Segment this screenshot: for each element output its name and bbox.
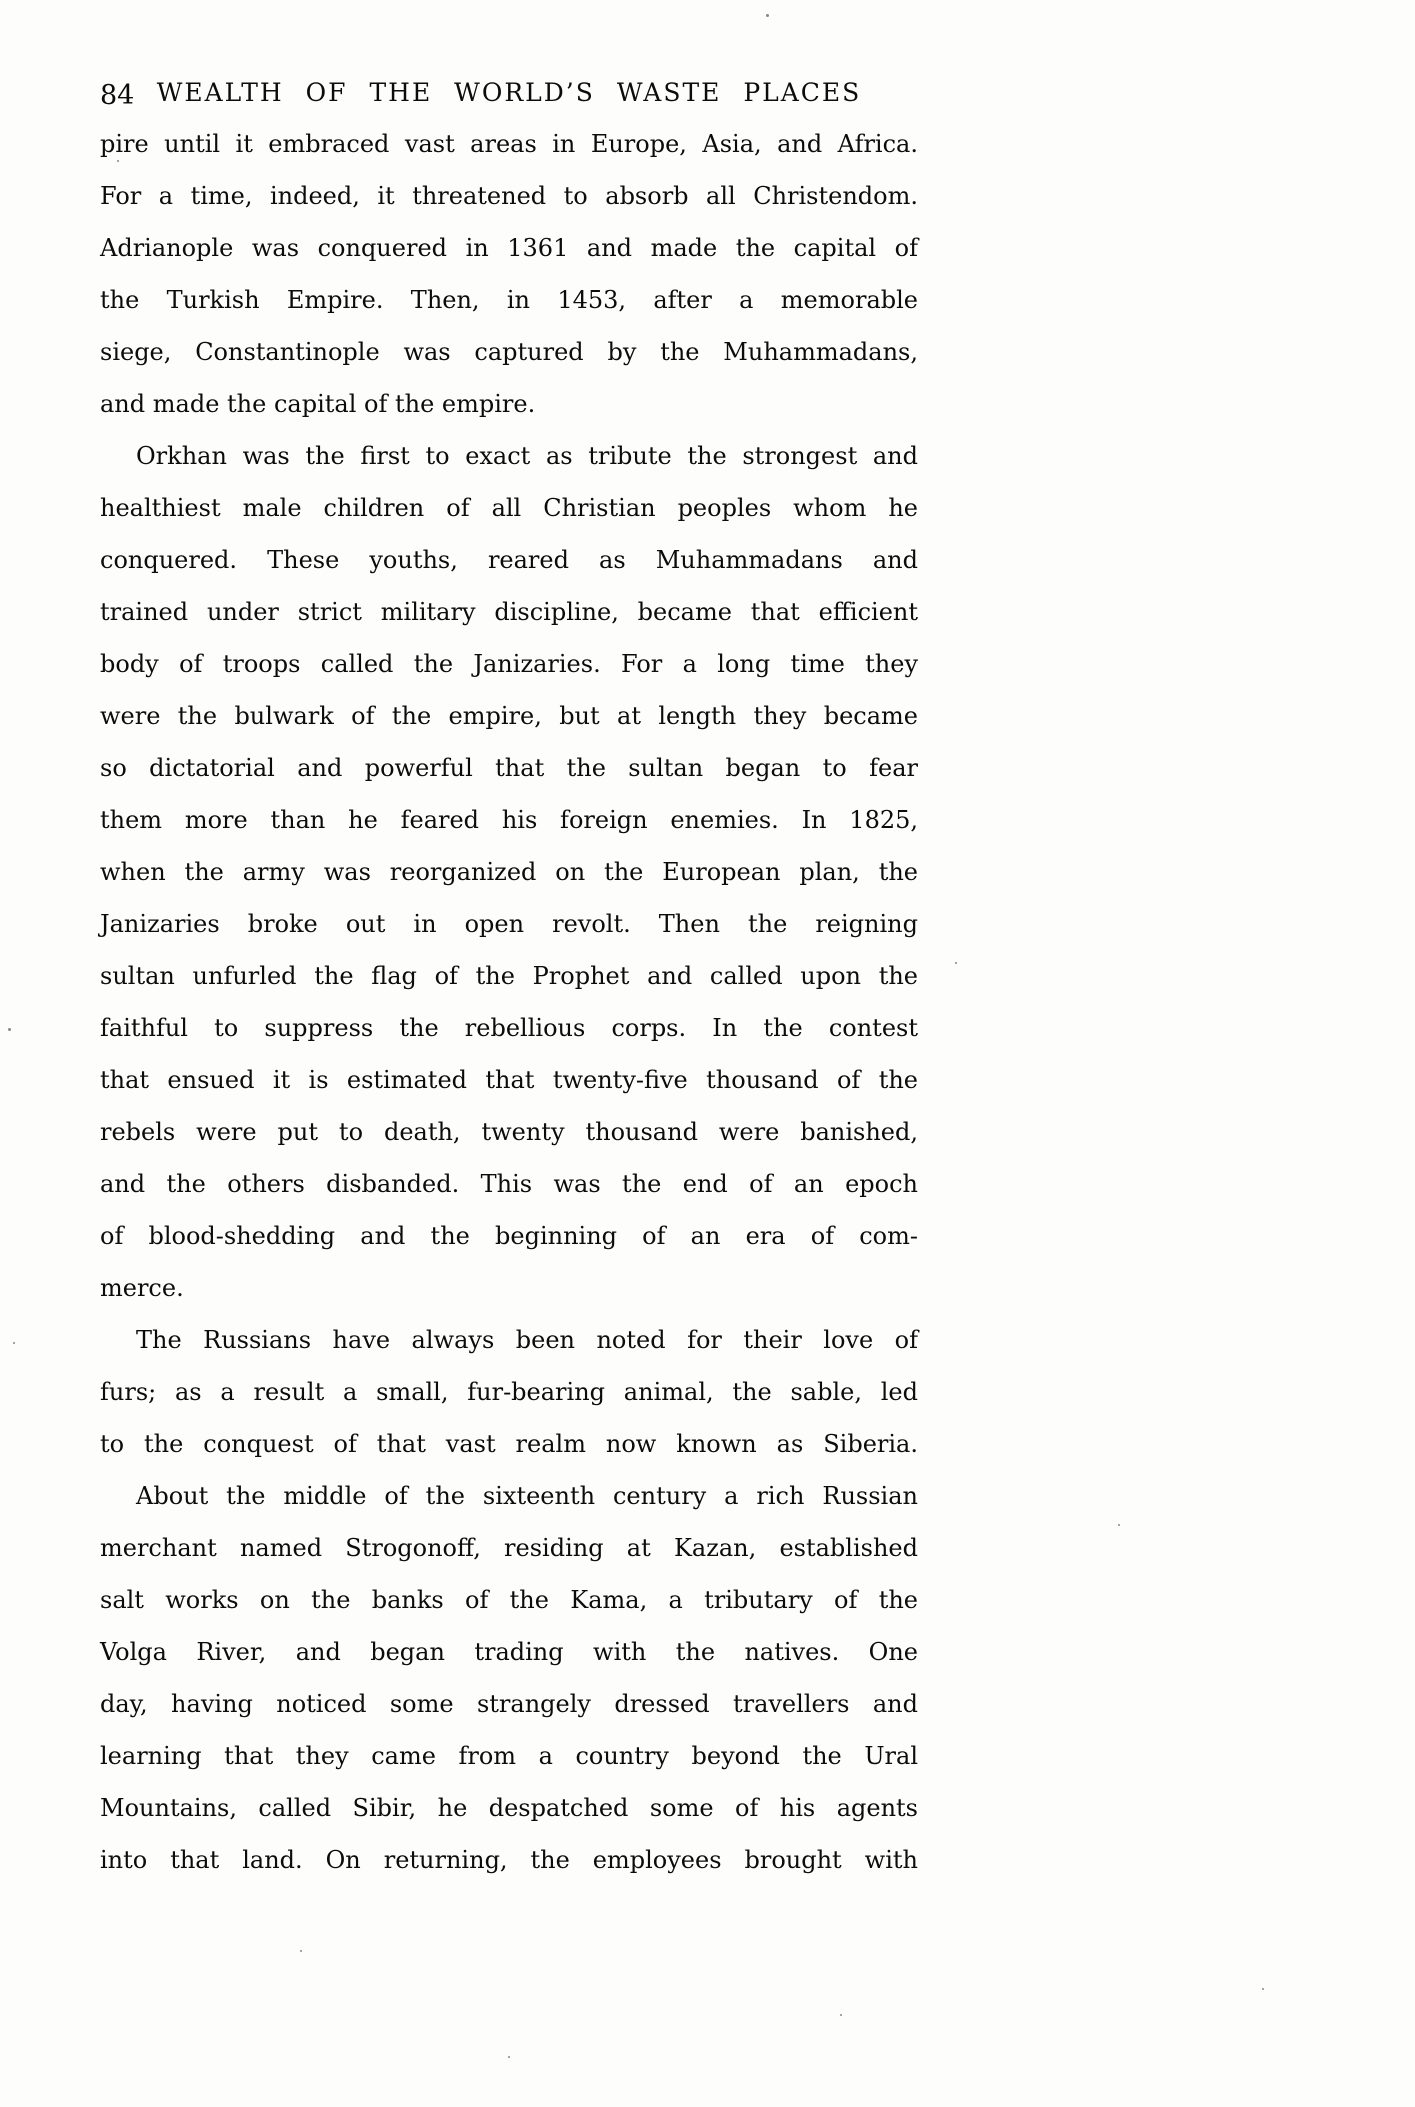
text-line: were the bulwark of the empire, but at length they became (100, 702, 918, 730)
text-line: About the middle of the sixteenth century a rich Russian (136, 1482, 918, 1510)
text-line: siege, Constantinople was captured by the Muhammadans, (100, 338, 918, 366)
text-line: body of troops called the Janizaries. For a long time they (100, 650, 918, 678)
scan-speck (508, 2056, 510, 2058)
paragraph (100, 1470, 918, 1886)
text-line: pire until it embraced vast areas in Europe, Asia, and Africa. (100, 130, 918, 158)
text-line: and made the capital of the empire. (100, 390, 536, 418)
text-line: healthiest male children of all Christian peoples whom he (100, 494, 918, 522)
scan-speck (1118, 1524, 1120, 1526)
body-text (100, 118, 918, 1886)
paragraph (100, 430, 918, 1314)
text-line: merce. (100, 1274, 184, 1302)
text-line: day, having noticed some strangely dressed travellers and (100, 1690, 918, 1718)
scan-speck (300, 1950, 302, 1952)
text-line: Adrianople was conquered in 1361 and made the capital of (100, 234, 918, 262)
text-line: of blood-shedding and the beginning of an era of com- (100, 1222, 918, 1250)
scan-speck (766, 14, 769, 17)
text-line: conquered. These youths, reared as Muhammadans and (100, 546, 918, 574)
text-line: Janizaries broke out in open revolt. Then the reigning (100, 910, 918, 938)
text-line: merchant named Strogonoff, residing at Kazan, established (100, 1534, 918, 1562)
running-title: WEALTH OF THE WORLD’S WASTE PLACES (156, 78, 862, 107)
text-line: Orkhan was the first to exact as tribute the strongest and (136, 442, 918, 470)
text-line: Volga River, and began trading with the natives. One (100, 1638, 918, 1666)
scan-speck (840, 2014, 842, 2016)
text-line: learning that they came from a country beyond the Ural (100, 1742, 918, 1770)
text-line: Mountains, called Sibir, he despatched some of his agents (100, 1794, 918, 1822)
text-line: to the conquest of that vast realm now known as Siberia. (100, 1430, 918, 1458)
scan-speck (13, 1342, 15, 1344)
text-line: furs; as a result a small, fur-bearing animal, the sable, led (100, 1378, 918, 1406)
text-line: faithful to suppress the rebellious corps. In the contest (100, 1014, 918, 1042)
scan-speck (955, 962, 957, 964)
page-header (100, 78, 918, 118)
paragraph (100, 1314, 918, 1470)
page-number: 84 (100, 80, 135, 111)
text-line: trained under strict military discipline, became that efficient (100, 598, 918, 626)
scan-speck (117, 160, 119, 162)
text-line: The Russians have always been noted for their love of (136, 1326, 918, 1354)
paragraph (100, 118, 918, 430)
text-line: For a time, indeed, it threatened to absorb all Christendom. (100, 182, 918, 210)
text-line: sultan unfurled the flag of the Prophet and called upon the (100, 962, 918, 990)
text-line: that ensued it is estimated that twenty-five thousand of the (100, 1066, 918, 1094)
text-line: and the others disbanded. This was the end of an epoch (100, 1170, 918, 1198)
text-line: rebels were put to death, twenty thousand were banished, (100, 1118, 918, 1146)
text-line: when the army was reorganized on the European plan, the (100, 858, 918, 886)
text-line: them more than he feared his foreign enemies. In 1825, (100, 806, 918, 834)
text-line: salt works on the banks of the Kama, a tributary of the (100, 1586, 918, 1614)
scan-speck (8, 1028, 11, 1031)
scan-speck (1262, 1988, 1264, 1990)
text-line: into that land. On returning, the employees brought with (100, 1846, 918, 1874)
text-line: so dictatorial and powerful that the sultan began to fear (100, 754, 918, 782)
text-line: the Turkish Empire. Then, in 1453, after a memorable (100, 286, 918, 314)
